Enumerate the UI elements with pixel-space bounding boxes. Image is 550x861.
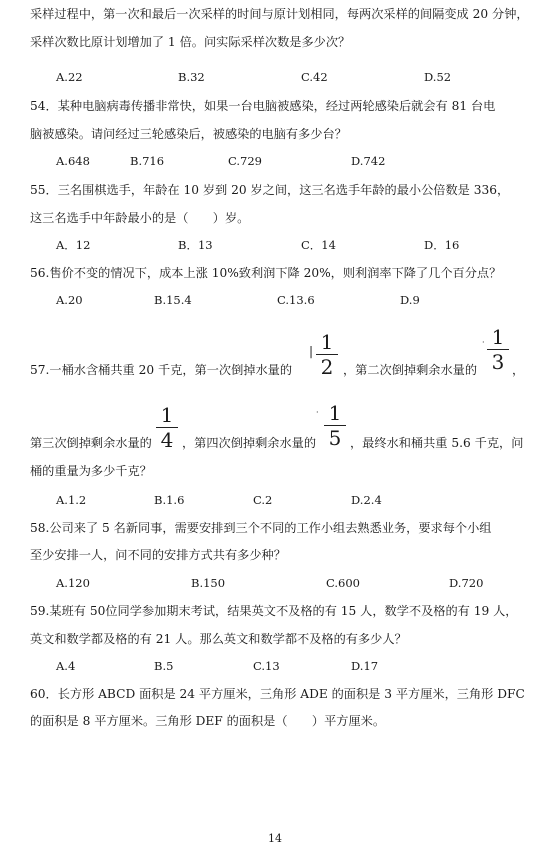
question-55-text-line2: 这三名选手中年龄最小的是（ ）岁。 [30,211,250,225]
option-c: C.600 [326,576,360,590]
question-58-text-line1: 58.公司来了 5 名新同事，需要安排到三个不同的工作小组去熟悉业务，要求每个小组 [30,521,492,535]
option-c: C.729 [228,154,262,168]
question-53-text-line1: 采样过程中，第一次和最后一次采样的时间与原计划相同，每两次采样的间隔变成 20 分钟， [30,7,529,21]
option-c: C．14 [301,238,336,252]
question-53-text-line2: 采样次数比原计划增加了 1 倍。问实际采样次数是多少次？ [30,35,351,49]
question-57-text-part6: ，最终水和桶共重 5.6 千克，问 [350,436,524,450]
option-c: C.13.6 [277,293,315,307]
option-d: D.720 [449,576,484,590]
fraction-one-fifth: 1 5 [324,402,346,449]
fraction-one-third: 1 3 [487,326,509,373]
option-b: B.32 [178,70,205,84]
question-57-text-part1: 57.一桶水含桶共重 20 千克，第一次倒掉水量的 [30,363,293,377]
question-60-text-line1: 60．长方形 ABCD 面积是 24 平方厘米，三角形 ADE 的面积是 3 平方厘米，三角形 DFC [30,687,525,701]
option-b: B.1.6 [154,493,185,507]
question-56-text-line1: 56.售价不变的情况下，成本上涨 10%致利润下降 20%，则利润率下降了几个百分点？ [30,266,502,280]
option-a: A.648 [56,154,90,168]
option-b: B．13 [178,238,213,252]
option-d: D.742 [351,154,386,168]
option-b: B.716 [130,154,165,168]
question-60-text-line2: 的面积是 8 平方厘米。三角形 DEF 的面积是（ ）平方厘米。 [30,714,386,728]
page-number: 14 [268,832,282,845]
option-c: C.13 [253,659,280,673]
option-b: B.150 [191,576,226,590]
option-d: D.17 [351,659,379,673]
fraction-one-half: 1 2 [316,331,338,378]
question-54-text-line1: 54．某种电脑病毒传播非常快，如果一台电脑被感染，经过两轮感染后就会有 81 台电 [30,99,496,113]
option-d: D.52 [424,70,452,84]
option-a: A.4 [56,659,76,673]
question-59-text-line1: 59.某班有 50位同学参加期末考试，结果英文不及格的有 15 人，数学不及格的有 19 人， [30,604,518,618]
question-57-text-part5: ，第四次倒掉剩余水量的 [182,436,317,450]
option-d: D．16 [424,238,460,252]
question-57-text-line3: 桶的重量为多少千克？ [30,464,152,478]
option-b: B.15.4 [154,293,192,307]
option-a: A.120 [56,576,90,590]
option-b: B.5 [154,659,174,673]
option-a: A.20 [56,293,83,307]
option-a: A．12 [56,238,91,252]
option-c: C.2 [253,493,273,507]
option-d: D.9 [400,293,420,307]
question-59-text-line2: 英文和数学都及格的有 21 人。那么英文和数学都不及格的有多少人？ [30,632,407,646]
question-57-text-part3: ， [512,363,525,377]
option-d: D.2.4 [351,493,382,507]
question-55-text-line1: 55．三名围棋选手，年龄在 10 岁到 20 岁之间，这三名选手年龄的最小公倍数是 336， [30,183,510,197]
option-a: A.22 [56,70,83,84]
question-54-text-line2: 脑被感染。请问经过三轮感染后，被感染的电脑有多少台？ [30,127,347,141]
option-a: A.1.2 [56,493,87,507]
fraction-one-quarter: 1 4 [156,404,178,451]
question-57-text-part2: ，第二次倒掉剩余水量的 [343,363,478,377]
question-57-text-part4: 第三次倒掉剩余水量的 [30,436,152,450]
question-58-text-line2: 至少安排一人，问不同的安排方式共有多少种？ [30,548,286,562]
option-c: C.42 [301,70,328,84]
